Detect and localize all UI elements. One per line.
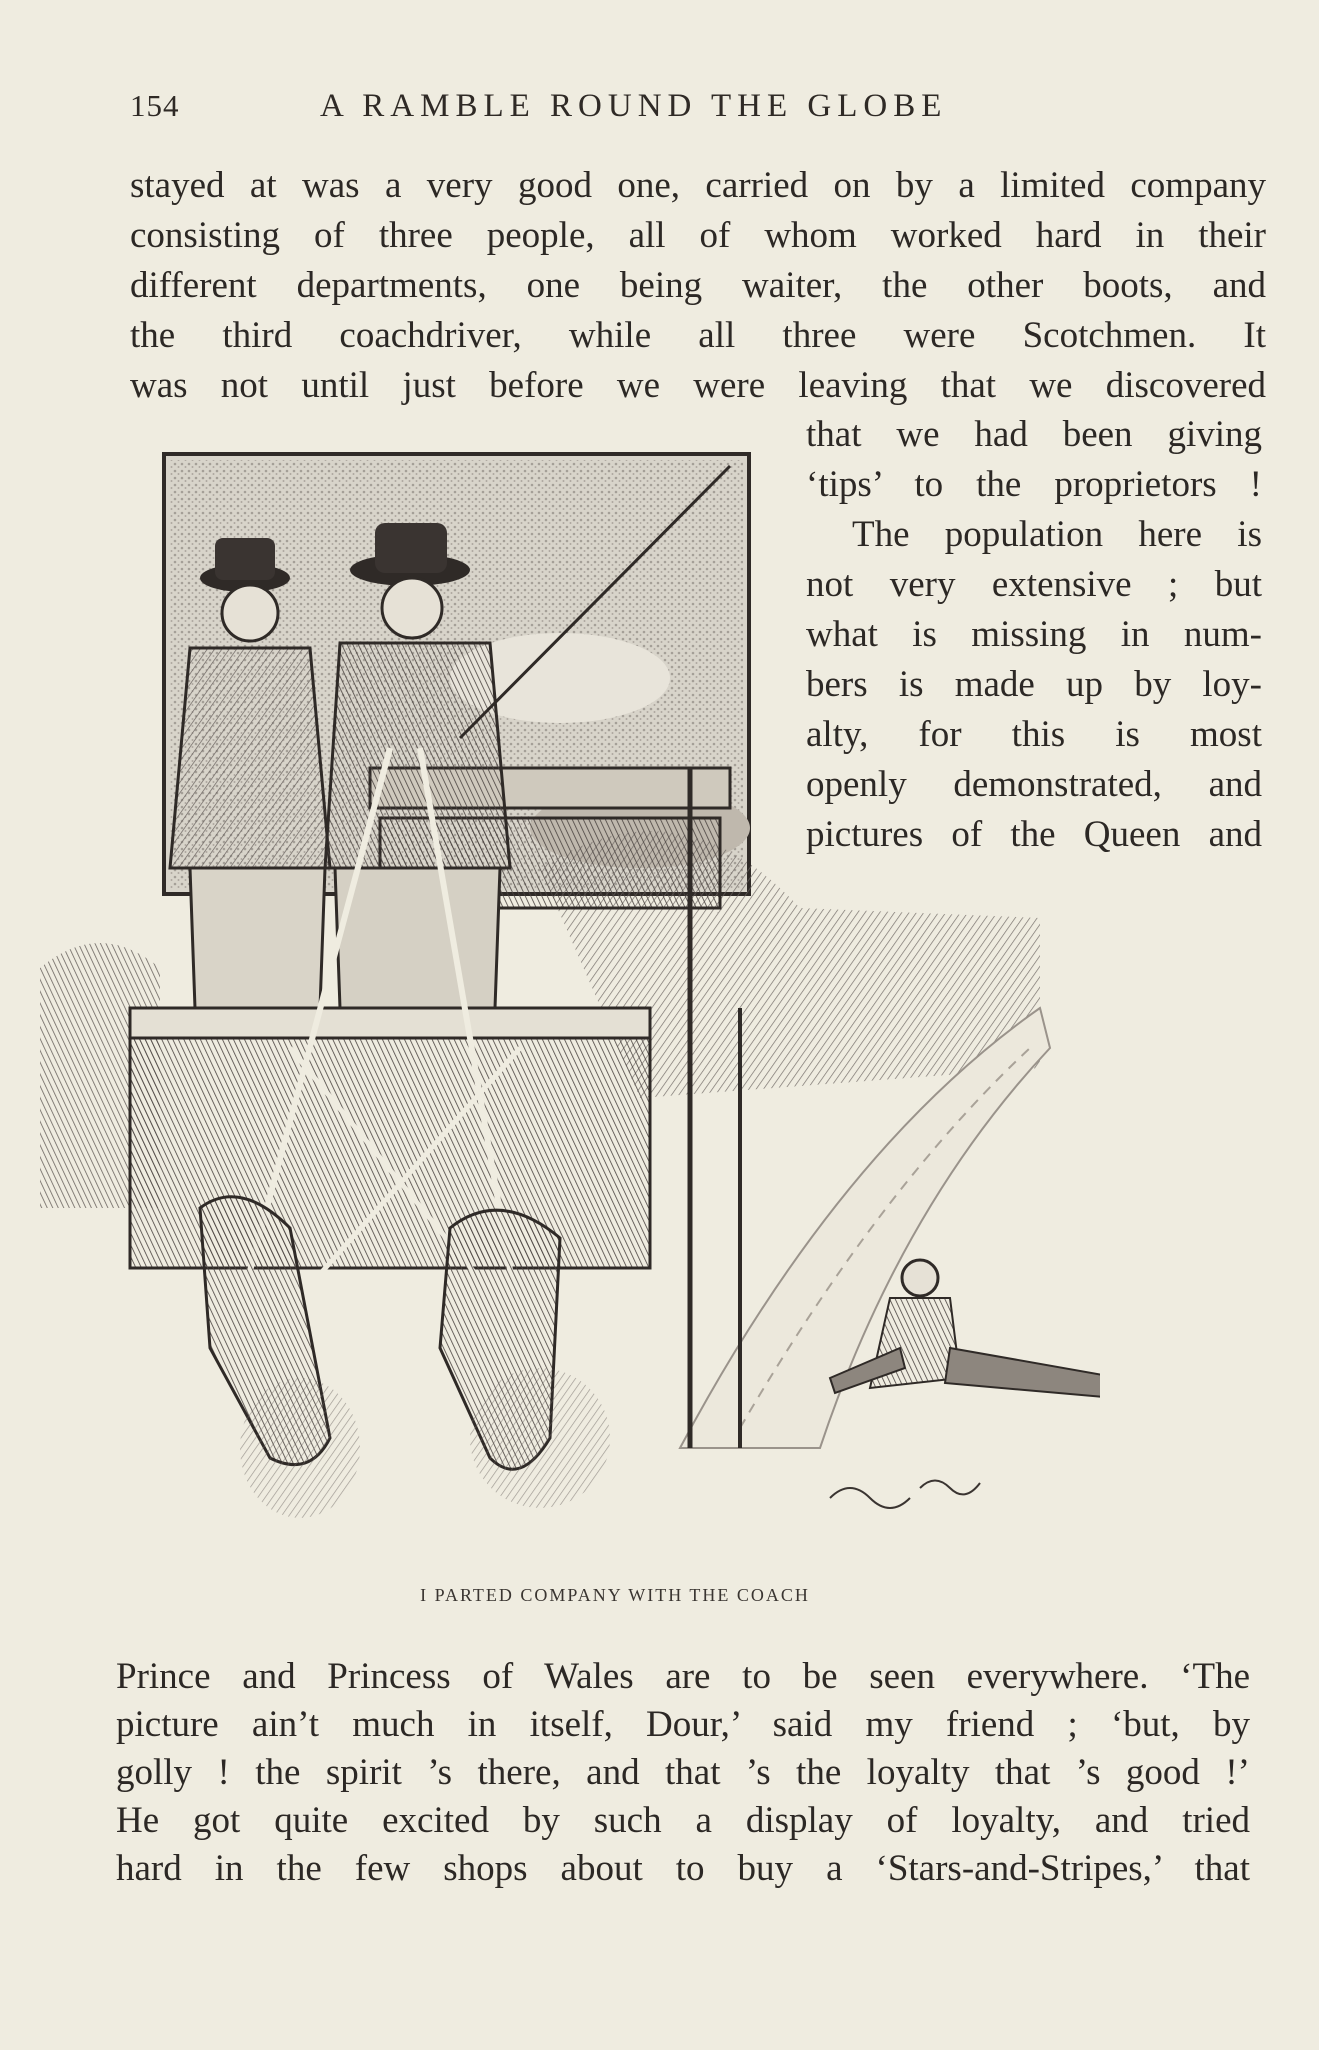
body-line: stayed at was a very good one, carried on by a limited company [130,165,1266,206]
illustration-caption: I PARTED COMPANY WITH THE COACH [420,1585,810,1605]
body-line: picture ain’t much in itself, Dour,’ said my friend ; ‘but, by [116,1704,1250,1745]
side-line: bers is made up by loy- [806,664,1262,705]
side-line: alty, for this is most [806,714,1262,755]
side-line: not very extensive ; but [806,564,1262,605]
running-head [130,88,1290,132]
body-line: hard in the few shops about to buy a ‘Stars-and-Stripes,’ that [116,1848,1250,1889]
body-line: golly ! the spirit ’s there, and that ’s the loyalty that ’s good !’ [116,1752,1250,1793]
coach-illustration [40,448,1100,1548]
body-line: Prince and Princess of Wales are to be seen everywhere. ‘The [116,1656,1250,1697]
body-line: different departments, one being waiter, the other boots, and [130,265,1266,306]
body-line: the third coachdriver, while all three were Scotchmen. It [130,315,1266,356]
body-line: He got quite excited by such a display of loyalty, and tried [116,1800,1250,1841]
side-line: The population here is [852,514,1262,555]
body-line: consisting of three people, all of whom worked hard in their [130,215,1266,256]
running-title: A RAMBLE ROUND THE GLOBE [320,88,948,124]
side-line: what is missing in num- [806,614,1262,655]
side-line: that we had been giving [806,414,1262,455]
body-line: was not until just before we were leaving that we discovered [130,365,1266,406]
side-line: ‘tips’ to the proprietors ! [806,464,1262,505]
page-number: 154 [130,88,180,123]
side-line: openly demonstrated, and [806,764,1262,805]
side-line: pictures of the Queen and [806,814,1262,855]
